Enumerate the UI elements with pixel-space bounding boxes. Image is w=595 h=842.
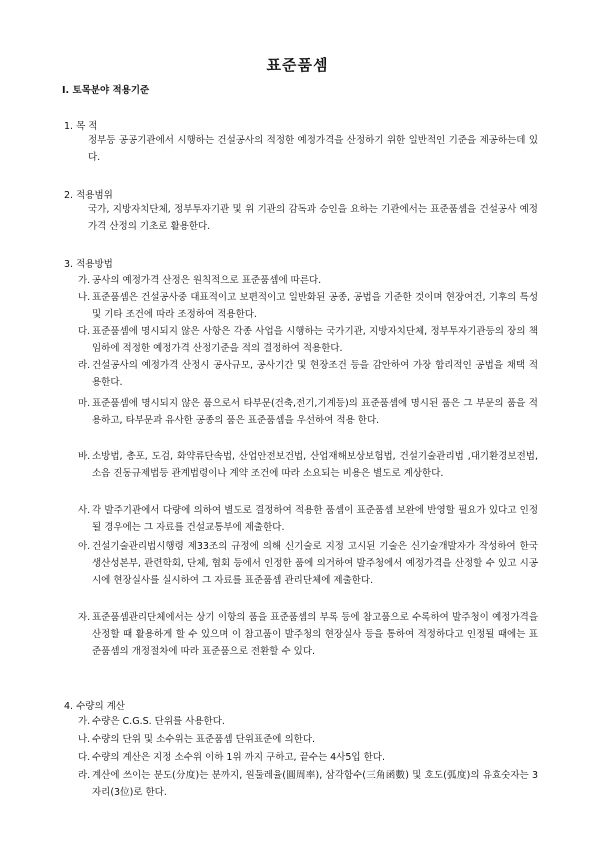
list-item-text: 수량의 단위 및 소수위는 표준품셈 단위표준에 의한다. (92, 734, 316, 745)
list-item-label: 아. (78, 541, 91, 552)
list-item-text: 건설기술관리법시행령 제33조의 규정에 의해 신기술로 지정 고시된 기술은 신기술개발자가 작성하여 한국생산성본부, 관련학회, 단체, 협회 등에서 인정한 품에 의거하여 발주청에서 예정가격을 산정할 수 있고 시공시에 현장실사를 실시하여 그 자료를 표준품셈 관리단체에 제출한다. (92, 541, 538, 586)
list-item (78, 609, 538, 677)
list-item-label: 라. (78, 360, 91, 371)
section-heading: Ⅰ. 토목분야 적용기준 (62, 85, 150, 96)
list-item-text: 수량은 C.G.S. 단위를 사용한다. (92, 716, 225, 727)
list-item-text: 공사의 예정가격 산정은 원칙적으로 표준품셈에 따른다. (92, 275, 322, 286)
list-item (78, 731, 538, 748)
list-item-text: 표준품셈관리단체에서는 상기 이항의 품을 표준품셈의 부록 등에 참고품으로 수록하여 발주청이 예정가격을 산정할 때 활용하게 할 수 있으며 이 참고품이 발주청의 현장실사 등을 통하여 적정하다고 인정될 때에는 표준품셈의 개정절차에 따라 표준품으로 전환할 수 있다. (92, 612, 538, 657)
list-item-label: 가. (78, 716, 91, 727)
list-item-text: 표준품셈에 명시되지 않은 사항은 각종 사업을 시행하는 국가기관, 지방자치단체, 정부투자기관등의 장의 책임하에 적정한 예정가격 산정기준을 적의 결정하여 적용한다. (92, 326, 538, 354)
list-item-label: 나. (78, 292, 91, 303)
list-item (78, 289, 538, 323)
list-item (78, 713, 538, 730)
list-item (78, 272, 538, 289)
list-item-label: 나. (78, 734, 91, 745)
list-item-label: 마. (78, 398, 91, 409)
list-item (78, 538, 538, 606)
heading-purpose: 1. 목 적 (64, 121, 98, 132)
list-item (78, 767, 538, 801)
list-item (78, 448, 538, 499)
list-item-label: 라. (78, 770, 91, 781)
list-item-text: 표준품셈에 명시되지 않은 품으로서 타부문(건축,전기,기계등)의 표준품셈에 명시된 품은 그 부문의 품을 적용하고, 타부문과 유사한 공종의 품은 표준품셈을 우선하여 적용 한다. (92, 398, 538, 426)
list-item-label: 바. (78, 451, 91, 462)
heading-scope: 2. 적용범위 (64, 190, 113, 201)
list-item-label: 다. (78, 752, 91, 763)
heading-quantity: 4. 수량의 계산 (64, 701, 125, 712)
paragraph-purpose: 정부등 공공기관에서 시행하는 건설공사의 적정한 예정가격을 산정하기 위한 일반적인 기준을 제공하는데 있다. (88, 135, 538, 163)
list-item-label: 가. (78, 275, 91, 286)
heading-application: 3. 적용방법 (64, 259, 113, 270)
list-item-label: 사. (78, 505, 91, 516)
list-item-label: 자. (78, 612, 91, 623)
list-item-label: 다. (78, 326, 91, 337)
page-title: 표준품셈 (266, 56, 329, 74)
list-item (78, 323, 538, 357)
list-item-text: 표준품셈은 건설공사중 대표적이고 보편적이고 일반화된 공종, 공법을 기준한 것이며 현장여건, 기후의 특성 및 기타 조건에 따라 조정하여 적용한다. (92, 292, 538, 320)
list-item-text: 수량의 계산은 지정 소수위 이하 1위 까지 구하고, 끝수는 4사5입 한다. (92, 752, 385, 763)
paragraph-scope: 국가, 지방자치단체, 정부투자기관 및 위 기관의 감독과 승인을 요하는 기관에서는 표준품셈을 건설공사 예정가격 산정의 기초로 활용한다. (88, 204, 538, 232)
list-item (78, 502, 538, 536)
list-item-text: 건설공사의 예정가격 산정시 공사규모, 공사기간 및 현장조건 등을 감안하여 가장 합리적인 공법을 채택 적용한다. (92, 360, 538, 388)
list-item-text: 소방법, 총포, 도검, 화약류단속법, 산업안전보건법, 산업재해보상보험법, 건설기술관리법 ,대기환경보전법, 소음 진동규제법등 관계법령이나 계약 조건에 따라 소요되는 비용은 별도로 계상한다. (92, 451, 538, 479)
list-item-text: 각 발주기관에서 다량에 의하여 별도로 결정하여 적용한 품셈이 표준품셈 보완에 반영할 필요가 있다고 인정될 경우에는 그 자료를 건설교통부에 제출한다. (92, 505, 538, 533)
list-item (78, 357, 538, 391)
list-item (78, 749, 538, 766)
list-item (78, 395, 538, 446)
list-item-text: 계산에 쓰이는 분도(分度)는 분까지, 원둘레율(圓周率), 삼각함수(三角函數) 및 호도(弧度)의 유효숫자는 3자리(3位)로 한다. (92, 770, 538, 798)
